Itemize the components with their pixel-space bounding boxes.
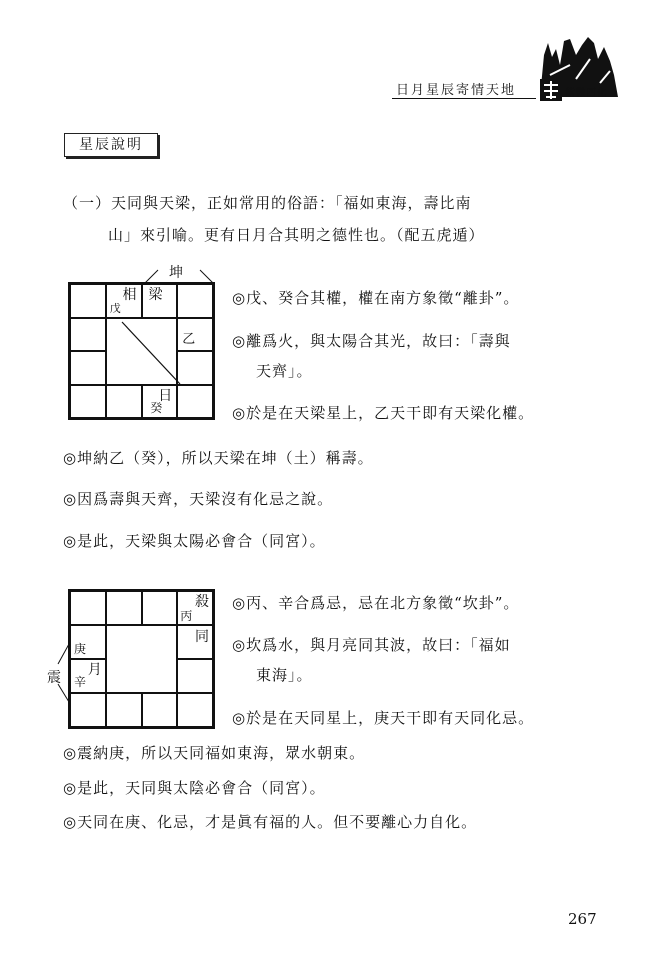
stem-label-wu: 戊 xyxy=(109,301,121,315)
diagram1-diagonal xyxy=(68,282,215,420)
grid-cell xyxy=(142,591,178,625)
running-header-title: 日月星辰寄情天地 xyxy=(396,83,517,98)
diagram1-note-1: ◎戊、癸合其權，權在南方象徵“離卦”。 xyxy=(232,289,520,307)
diagram1-note-2: ◎離爲火，與太陽合其光，故曰：「壽與 xyxy=(232,332,511,350)
middle-note-3: ◎是此，天梁與太陽必會合（同宮）。 xyxy=(63,532,326,550)
grid-cell xyxy=(70,591,106,625)
grid-cell xyxy=(70,693,106,727)
star-label-yue: 月 xyxy=(87,662,102,678)
grid-center xyxy=(106,625,178,693)
star-label-ri: 日 xyxy=(158,387,173,404)
grid-cell-geng xyxy=(70,625,106,659)
bottom-note-2: ◎是此，天同與太陰必會合（同宮）。 xyxy=(63,779,326,797)
diagram2-grid xyxy=(68,589,215,729)
grid-cell-sha xyxy=(177,591,213,625)
grid-cell xyxy=(177,659,213,693)
stem-label-gui: 癸 xyxy=(150,401,163,415)
bottom-note-1: ◎震納庚，所以天同福如東海，眾水朝東。 xyxy=(63,744,366,762)
diagram2-side-label: 震 xyxy=(47,670,61,686)
grid-cell-tong xyxy=(177,625,213,659)
star-label-xiang: 相 xyxy=(122,287,137,303)
diagram2-note-3: 東海」。 xyxy=(256,666,313,684)
diagram1-note-4: ◎於是在天梁星上，乙天干即有天梁化權。 xyxy=(232,404,535,422)
diagram2-note-4: ◎於是在天同星上，庚天干即有天同化忌。 xyxy=(232,709,535,727)
intro-line-2: 山」來引喻。更有日月合其明之德性也。（配五虎遁） xyxy=(108,226,485,244)
grid-cell-yue xyxy=(70,659,106,693)
stem-label-xin: 辛 xyxy=(74,675,87,689)
star-label-liang: 梁 xyxy=(148,287,163,303)
diagram2-side-brackets xyxy=(56,640,72,706)
grid-cell xyxy=(177,693,213,727)
logo-caption: 紫微四化 xyxy=(565,88,607,99)
section-title: 星辰說明 xyxy=(64,133,158,157)
grid-cell xyxy=(142,693,178,727)
page-number: 267 xyxy=(568,910,597,928)
stem-label-geng: 庚 xyxy=(74,642,87,656)
header-rule xyxy=(392,98,536,99)
stem-label-bing: 丙 xyxy=(180,609,193,623)
grid-cell xyxy=(106,693,142,727)
grid-cell xyxy=(106,591,142,625)
stem-label-yi: 乙 xyxy=(182,332,196,347)
bottom-note-3: ◎天同在庚、化忌，才是眞有福的人。但不要離心力自化。 xyxy=(63,813,478,831)
star-label-tong: 同 xyxy=(195,629,209,645)
diagram2-note-1: ◎丙、辛合爲忌，忌在北方象徵“坎卦”。 xyxy=(232,594,520,612)
middle-note-1: ◎坤納乙（癸），所以天梁在坤（土）稱壽。 xyxy=(63,449,374,467)
diagram1-top-label: 坤 xyxy=(169,265,183,281)
diagram2-note-2: ◎坎爲水，與月亮同其波，故曰：「福如 xyxy=(232,636,511,654)
diagram1-note-3: 天齊」。 xyxy=(256,362,313,380)
star-label-sha: 殺 xyxy=(195,594,209,610)
intro-line-1: （一）天同與天梁，正如常用的俗語：「福如東海，壽比南 xyxy=(63,194,472,212)
middle-note-2: ◎因爲壽與天齊，天梁沒有化忌之說。 xyxy=(63,490,334,508)
